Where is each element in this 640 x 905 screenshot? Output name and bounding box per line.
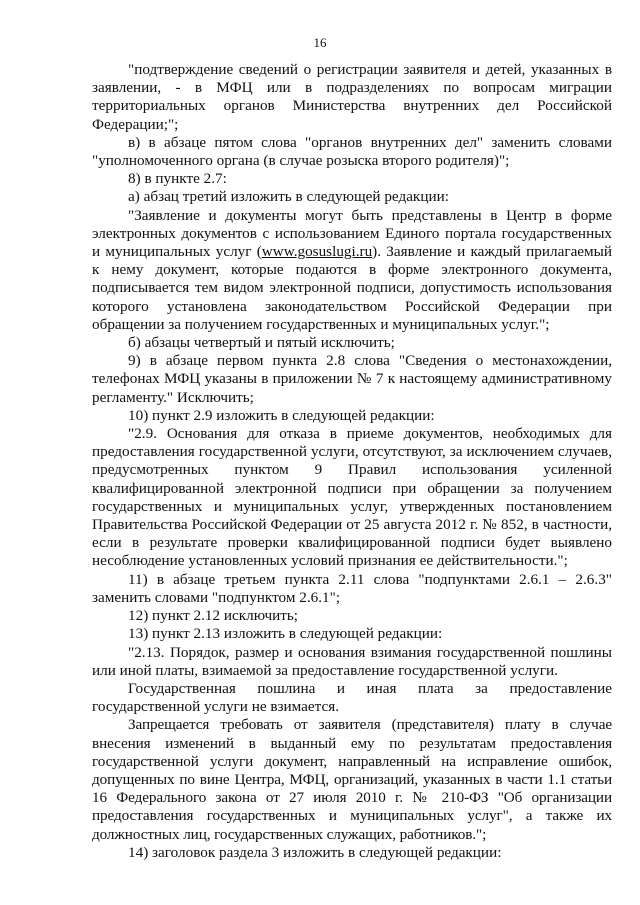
paragraph-electronic-documents-end: ). Заявление и каждый прилагаемый к нему документ, которые подаются в форме электронного документа, подписывается тем видом электронной подписи, допустимость использования которого установлена законодательством Российской Федерации при обращении за получением государственных и муниципальных услуг."; (92, 243, 612, 333)
paragraph-2-13-procedure: "2.13. Порядок, размер и основания взимания государственной пошлины или иной платы, взимаемой за предоставление государственной услуги. (92, 643, 612, 679)
paragraph-item-11: 11) в абзаце третьем пункта 2.11 слова "подпунктами 2.6.1 – 2.6.3" заменить словами "подпунктом 2.6.1"; (92, 570, 612, 606)
document-body (92, 61, 612, 862)
paragraph-item-12: 12) пункт 2.12 исключить; (128, 607, 299, 625)
paragraph-migration-quote: "подтверждение сведений о регистрации заявителя и детей, указанных в заявлении, - в МФЦ или в подразделениях по вопросам миграции территориальных органов Министерства внутренних дел Российской Федерации;"; (92, 61, 612, 133)
paragraph-fee-prohibited: Запрещается требовать от заявителя (представителя) плату в случае внесения изменений в выданный ему по результатам предоставления государственной услуги документ, направленный на исправление ошибок, допущенных по вине Центра, МФЦ, организаций, указанных в части 1.1 статьи 16 Федерального закона от 27 июля 2010 г. № 210-ФЗ "Об организации предоставления государственных и муниципальных услуг", а также их должностных лиц, государственных служащих, работников."; (92, 716, 612, 843)
paragraph-item-9: 9) в абзаце первом пункта 2.8 слова "Сведения о местонахождении, телефонах МФЦ указаны в приложении № 7 к настоящему административному регламенту." Исключить; (92, 352, 612, 406)
paragraph-item-8: 8) в пункте 2.7: (128, 170, 227, 188)
paragraph-b-exclude: б) абзацы четвертый и пятый исключить; (128, 334, 395, 352)
paragraph-a-third-abzac: а) абзац третий изложить в следующей редакции: (128, 188, 449, 206)
gosuslugi-link[interactable]: www.gosuslugi.ru (261, 243, 373, 261)
paragraph-electronic-documents-start: "Заявление и документы могут быть представлены в Центр в форме электронных документов с использованием Единого портала государственных и муниципальных услуг ( (92, 206, 612, 261)
paragraph-fee-not-charged: Государственная пошлина и иная плата за предоставление государственной услуги не взимается. (92, 679, 612, 716)
paragraph-2-9-grounds: "2.9. Основания для отказа в приеме документов, необходимых для предоставления государственной услуги, отсутствуют, за исключением случаев, предусмотренных пунктом 9 Правил использования усиленной квалифицированной электронной подписи при обращении за получением государственных и муниципальных услуг, утвержденных постановлением Правительства Российской Федерации от 25 августа 2012 г. № 852, в частности, если в результате проверки квалифицированной подписи будет выявлено несоблюдение установленных условий признания ее действительности."; (92, 425, 612, 570)
paragraph-electronic-documents (92, 207, 612, 334)
page-number: 16 (313, 35, 327, 50)
paragraph-v-fifth-abzac: в) в абзаце пятом слова "органов внутренних дел" заменить словами "уполномоченного органа (в случае розыска второго родителя)"; (92, 133, 612, 170)
paragraph-item-13: 13) пункт 2.13 изложить в следующей редакции: (128, 625, 443, 643)
paragraph-item-10: 10) пункт 2.9 изложить в следующей редакции: (128, 406, 435, 424)
paragraph-item-14: 14) заголовок раздела 3 изложить в следующей редакции: (128, 843, 502, 861)
